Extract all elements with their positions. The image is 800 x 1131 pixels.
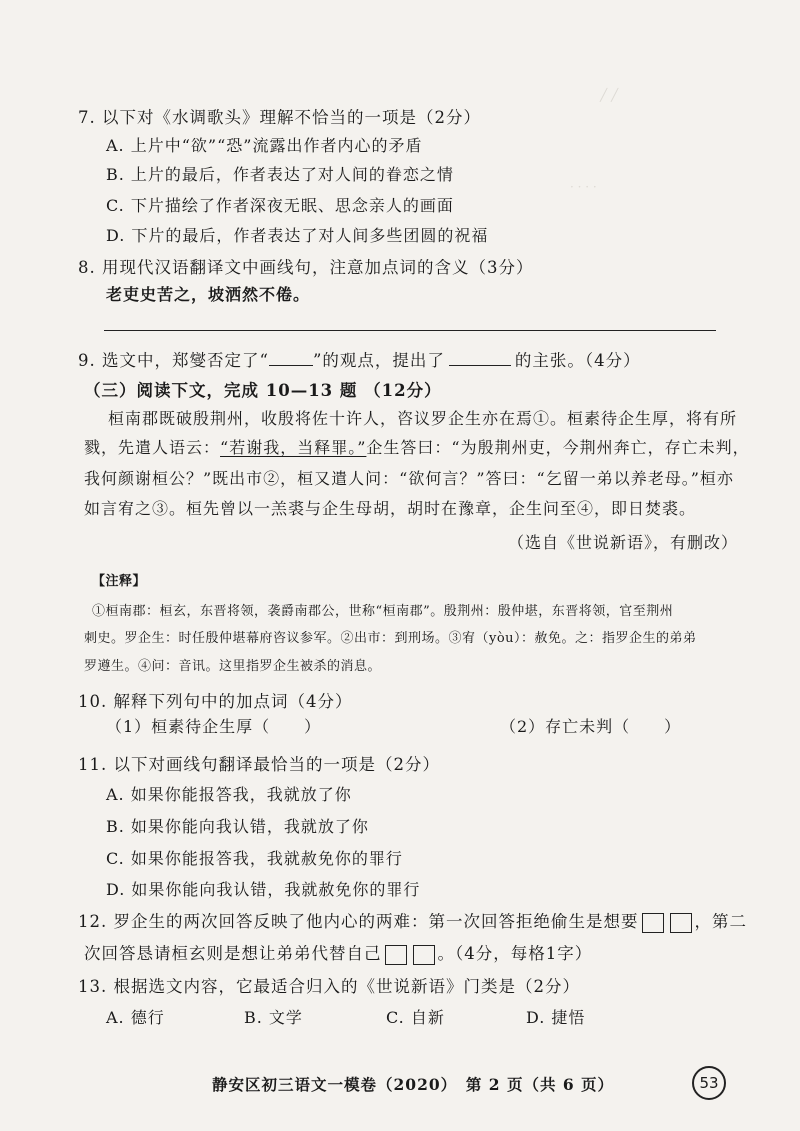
q11-option-c: C. 如果你能报答我，我就赦免你的罪行: [106, 849, 403, 868]
q7-stem: 7. 以下对《水调歌头》理解不恰当的一项是（2分）: [78, 108, 481, 127]
q12-text-1: 12. 罗企生的两次回答反映了他内心的两难：第一次回答拒绝偷生是想要: [78, 912, 639, 931]
q9-text-1: 9. 选文中，郑燮否定了“: [78, 351, 269, 370]
q7-option-d: D. 下片的最后，作者表达了对人间多些团圆的祝福: [106, 226, 489, 245]
q12-box-4[interactable]: [413, 945, 435, 965]
notes-title: 【注释】: [92, 574, 147, 589]
notes-line-3: 罗遵生。④问：音讯。这里指罗企生被杀的消息。: [84, 659, 382, 674]
q12-text-3: 次回答恳请桓玄则是想让弟弟代替自己: [84, 944, 382, 963]
q9-blank-2[interactable]: [449, 351, 511, 366]
bleed-through-mark: · · · ·: [570, 180, 597, 194]
passage-line-4: 如言宥之③。桓先曾以一羔裘与企生母胡，胡时在豫章，企生问至④，即日焚裘。: [84, 499, 697, 518]
q11-option-a: A. 如果你能报答我，我就放了你: [106, 785, 352, 804]
passage-source: （选自《世说新语》，有删改）: [508, 533, 739, 552]
q11-option-b: B. 如果你能向我认错，我就放了你: [106, 817, 369, 836]
q11-option-d: D. 如果你能向我认错，我就赦免你的罪行: [106, 880, 421, 899]
section-heading: （三）阅读下文，完成 10—13 题 （12分）: [84, 381, 442, 400]
passage-text: 戮，先遣人语云：: [84, 438, 221, 457]
q12-line-2: [84, 940, 592, 965]
q13-option-c: C. 自新: [386, 1008, 445, 1027]
passage-text: 企生答曰：“为殷荆州吏，今荆州奔亡，存亡未判，: [366, 438, 750, 457]
q12-box-3[interactable]: [385, 945, 407, 965]
q9-blank-1[interactable]: [269, 351, 313, 366]
q7-option-c: C. 下片描绘了作者深夜无眠、思念亲人的画面: [106, 196, 454, 215]
passage-line-3: 我何颜谢桓公？”既出市②，桓又遣人问：“欲何言？”答曰：“乞留一弟以养老母。”桓亦: [84, 469, 734, 488]
page-mark: 53: [692, 1066, 726, 1100]
q13-stem: 13. 根据选文内容，它最适合归入的《世说新语》门类是（2分）: [78, 977, 580, 996]
underlined-sentence: “若谢我，当释罪。”: [220, 438, 367, 457]
q12-line-1: [78, 908, 747, 933]
q12-text-4: 。（4分，每格1字）: [437, 944, 593, 963]
q9-text-2: ”的观点，提出了: [312, 351, 445, 370]
q10-item-1: （1）桓素待企生厚（ ）: [106, 717, 322, 736]
q10-stem: 10. 解释下列句中的加点词（4分）: [78, 692, 353, 711]
passage-line-2: [84, 435, 750, 458]
notes-line-2: 刺史。罗企生：时任殷仲堪幕府咨议参军。②出市：到刑场。③宥（yòu）：赦免。之：指罗企生的弟弟: [84, 631, 697, 646]
q12-box-1[interactable]: [642, 913, 664, 933]
page-footer: 静安区初三语文一模卷（2020） 第 2 页（共 6 页）: [212, 1075, 615, 1094]
q12-text-2: ，第二: [694, 912, 747, 931]
q10-item-2: （2）存亡未判（ ）: [500, 717, 682, 736]
q9-text-3: 的主张。（4分）: [514, 351, 641, 370]
q13-option-d: D. 捷悟: [526, 1008, 586, 1027]
q7-option-b: B. 上片的最后，作者表达了对人间的眷恋之情: [106, 165, 454, 184]
bleed-through-mark: ╱ ╱: [600, 88, 619, 102]
q8-stem: 8. 用现代汉语翻译文中画线句，注意加点词的含义（3分）: [78, 258, 534, 277]
q11-stem: 11. 以下对画线句翻译最恰当的一项是（2分）: [78, 755, 440, 774]
q7-option-a: A. 上片中“欲”“恐”流露出作者内心的矛盾: [106, 136, 423, 155]
q13-option-b: B. 文学: [244, 1008, 303, 1027]
notes-line-1: ①桓南郡：桓玄，东晋将领，袭爵南郡公，世称“桓南郡”。殷荆州：殷仲堪，东晋将领，官至荆州: [92, 604, 674, 619]
q12-box-2[interactable]: [670, 913, 692, 933]
q13-option-a: A. 德行: [106, 1008, 165, 1027]
q8-sentence: 老吏史苦之，坡洒然不倦。: [106, 285, 311, 304]
answer-line: [104, 330, 716, 331]
passage-line-1: 桓南郡既破殷荆州，收殷将佐十许人，咨议罗企生亦在焉①。桓素待企生厚，将有所: [108, 409, 738, 428]
q9-line: [78, 347, 641, 371]
